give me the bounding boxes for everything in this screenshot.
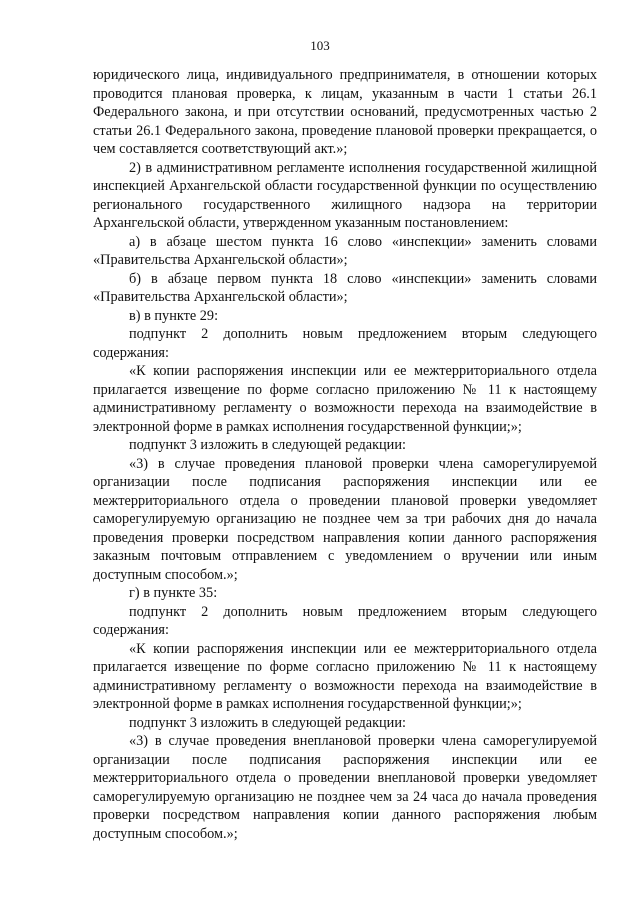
document-body — [93, 66, 597, 843]
page-number: 103 — [310, 38, 330, 53]
paragraph-quote-notice-second: «К копии распоряжения инспекции или ее межтерриториального отдела прилагается извещение по форме согласно приложению № 11 к настоящему административному регламенту о возможности перехода на взаимодействие в электронной форме в рамках исполнения государственной функции;»; — [93, 640, 597, 712]
paragraph-subitem-3-edit-second: подпункт 3 изложить в следующей редакции: — [129, 714, 406, 731]
paragraph-quote-unplanned-check: «3) в случае проведения внеплановой проверки члена саморегулируемой организации после подписания распоряжения инспекции или ее межтерриториального отдела о проведении внеплановой проверки уведомляет саморегулируемую организацию не позднее чем за 24 часа до начала проведения проверки посредством направления копии данного распоряжения любым доступным способом.»; — [93, 733, 597, 842]
paragraph-quote-notice: «К копии распоряжения инспекции или ее межтерриториального отдела прилагается извещение по форме согласно приложению № 11 к настоящему административному регламенту о возможности перехода на взаимодействие в электронной форме в рамках исполнения государственной функции;»; — [93, 363, 597, 435]
paragraph-item-2: 2) в административном регламенте исполнения государственной жилищной инспекцией Архангельской области государственной функции по осуществлению регионального государственного жилищного надзора на территории Архангельской области, утвержденном указанным постановлением: — [93, 159, 597, 231]
paragraph-subitem-2-add: подпункт 2 дополнить новым предложением вторым следующего содержания: — [93, 326, 597, 361]
paragraph-subitem-3-edit: подпункт 3 изложить в следующей редакции: — [129, 437, 406, 453]
paragraph-item-a: а) в абзаце шестом пункта 16 слово «инспекции» заменить словами «Правительства Архангельской области»; — [93, 233, 597, 268]
paragraph-item-b: б) в абзаце первом пункта 18 слово «инспекции» заменить словами «Правительства Архангельской области»; — [93, 270, 597, 305]
paragraph-continuation: юридического лица, индивидуального предпринимателя, в отношении которых проводится плановая проверка, к лицам, указанным в части 1 статьи 26.1 Федерального закона, и при отсутствии оснований, предусмотренных частью 2 статьи 26.1 Федерального закона, проведение плановой проверки прекращается, о чем составляется соответствующий акт.»; — [93, 67, 597, 157]
paragraph-quote-planned-check: «3) в случае проведения плановой проверки члена саморегулируемой организации после подписания распоряжения инспекции или ее межтерриториального отдела о проведении плановой проверки уведомляет саморегулируемую организацию не позднее чем за три рабочих дня до начала проведения проверки посредством направления копии данного распоряжения заказным почтовым отправлением с уведомлением о вручении или иным доступным способом.»; — [93, 455, 597, 583]
paragraph-subitem-2-add-second: подпункт 2 дополнить новым предложением вторым следующего содержания: — [93, 603, 597, 638]
paragraph-item-g: г) в пункте 35: — [129, 585, 218, 601]
paragraph-item-v: в) в пункте 29: — [129, 307, 219, 324]
